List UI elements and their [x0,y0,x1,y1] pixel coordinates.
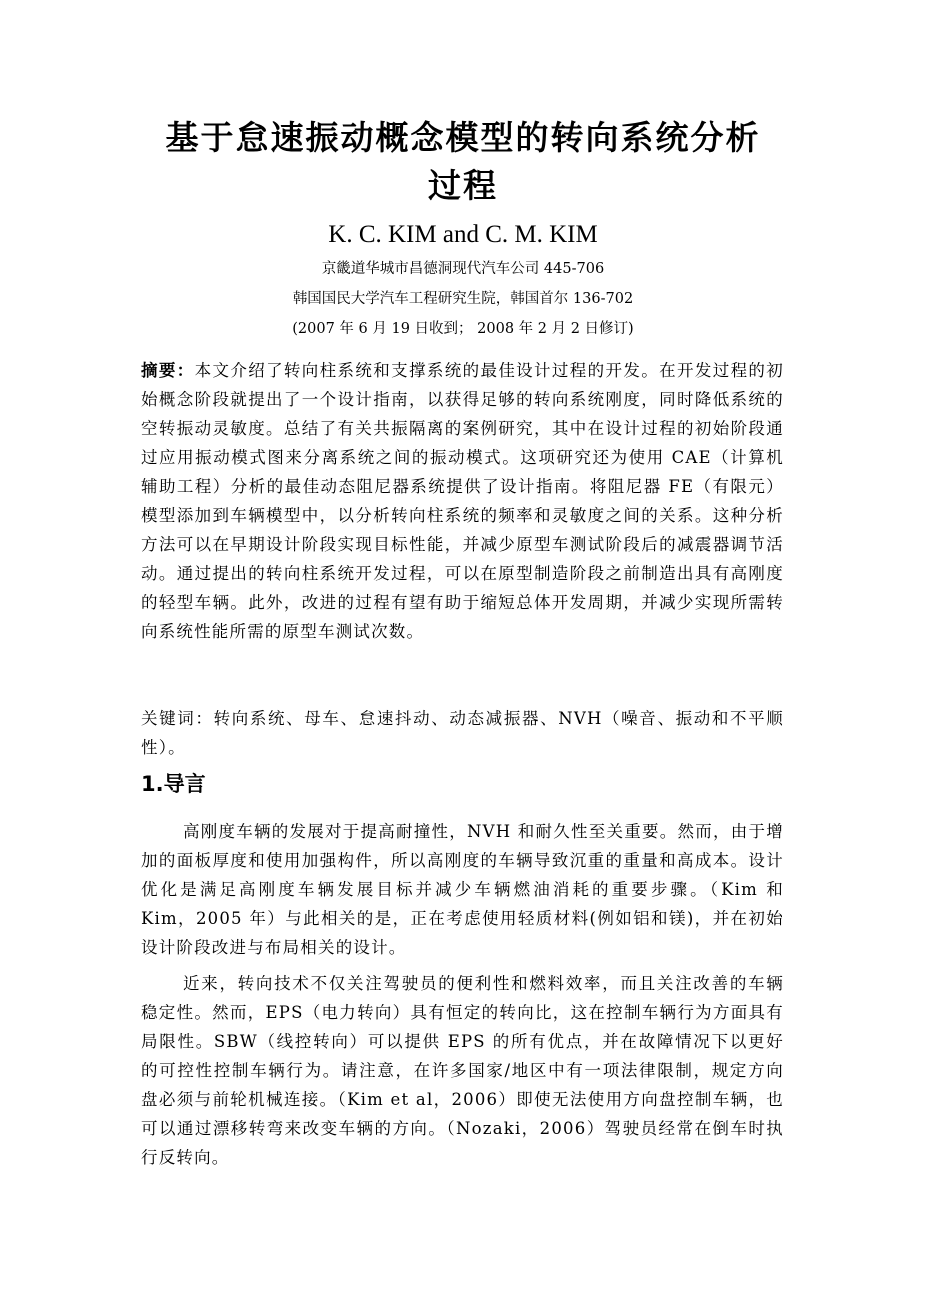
authors: K. C. KIM and C. M. KIM [328,221,598,248]
paper-title-line-1: 基于怠速振动概念模型的转向系统分析 [165,118,761,157]
keywords: 关键词：转向系统、母车、怠速抖动、动态减振器、NVH（噪音、振动和不平顺性）。 [141,709,784,757]
affiliation-university: 韩国国民大学汽车工程研究生院，韩国首尔 136-702 [292,291,634,307]
abstract-text: 本文介绍了转向柱系统和支撑系统的最佳设计过程的开发。在开发过程的初始概念阶段就提出了一个设计指南，以获得足够的转向系统刚度，同时降低系统的空转振动灵敏度。总结了有关共振隔离的案例研究，其中在设计过程的初始阶段通过应用振动模式图来分离系统之间的振动模式。这项研究还为使用 CAE（计算机辅助工程）分析的最佳动态阻尼器系统提供了设计指南。将阻尼器 FE（有限元）模型添加到车辆模型中，以分析转向柱系统的频率和灵敏度之间的关系。这种分析方法可以在早期设计阶段实现目标性能，并减少原型车测试阶段后的减震器调节活动。通过提出的转向柱系统开发过程，可以在原型制造阶段之前制造出具有高刚度的轻型车辆。此外，改进的过程有望有助于缩短总体开发周期，并减少实现所需转向系统性能所需的原型车测试次数。 [141,361,784,641]
abstract-label: 摘要： [141,361,195,380]
section-heading-introduction: 1.导言 [141,772,206,796]
received-revised-dates: (2007 年 6 月 19 日收到； 2008 年 2 月 2 日修订) [292,321,634,337]
abstract [141,356,784,646]
affiliation-company: 京畿道华城市昌德洞现代汽车公司 445-706 [321,261,605,277]
paragraph: 近来，转向技术不仅关注驾驶员的便利性和燃料效率，而且关注改善的车辆稳定性。然而，EPS（电力转向）具有恒定的转向比，这在控制车辆行为方面具有局限性。SBW（线控转向）可以提供 EPS 的所有优点，并在故障情况下以更好的可控性控制车辆行为。请注意，在许多国家/地区中有一项法律限制，规定方向盘必须与前轮机械连接。（Kim et al，2006）即使无法使用方向盘控制车辆，也可以通过漂移转弯来改变车辆的方向。（Nozaki，2006）驾驶员经常在倒车时执行反转向。 [141,974,784,1167]
paper-title-line-2: 过程 [428,166,498,205]
paragraph: 高刚度车辆的发展对于提高耐撞性，NVH 和耐久性至关重要。然而，由于增加的面板厚度和使用加强构件，所以高刚度的车辆导致沉重的重量和高成本。设计优化是满足高刚度车辆发展目标并减少车辆燃油消耗的重要步骤。（Kim 和 Kim，2005 年）与此相关的是，正在考虑使用轻质材料(例如铝和镁)，并在初始设计阶段改进与布局相关的设计。 [141,822,784,957]
